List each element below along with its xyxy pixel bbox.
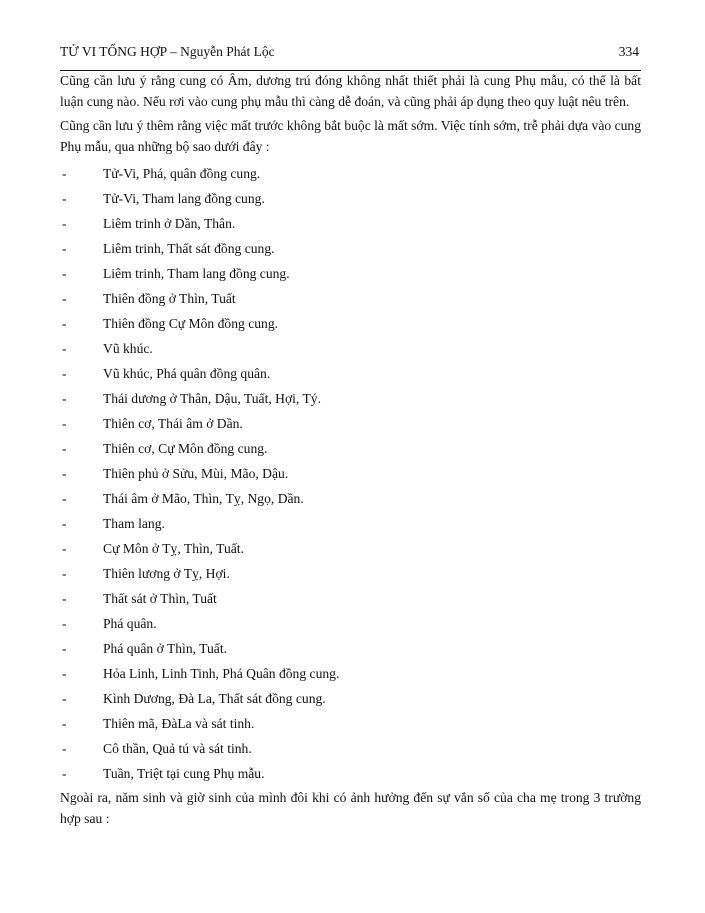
list-item-text: Thái âm ở Mão, Thìn, Tỵ, Ngọ, Dần. <box>103 491 304 506</box>
list-bullet: - <box>62 691 67 706</box>
page-header <box>60 42 641 62</box>
list-item <box>60 536 641 561</box>
list-item-text: Vũ khúc, Phá quân đồng quân. <box>103 366 271 381</box>
list-item-text: Phá quân ở Thìn, Tuất. <box>103 641 228 656</box>
list-item <box>60 361 641 386</box>
list-bullet: - <box>62 216 67 231</box>
list-item <box>60 636 641 661</box>
list-item <box>60 186 641 211</box>
document-page <box>60 0 641 913</box>
page-content <box>60 71 641 833</box>
list-item <box>60 311 641 336</box>
list-item-text: Thiên phủ ở Sửu, Mùi, Mão, Dậu. <box>103 466 289 481</box>
list-bullet: - <box>62 391 67 406</box>
list-bullet: - <box>62 491 67 506</box>
list-item <box>60 611 641 636</box>
list-item <box>60 561 641 586</box>
list-item-text: Liêm trinh, Tham lang đồng cung. <box>103 266 290 281</box>
list-bullet: - <box>62 341 67 356</box>
list-item <box>60 286 641 311</box>
list-bullet: - <box>62 191 67 206</box>
list-item <box>60 236 641 261</box>
list-item <box>60 336 641 361</box>
list-item <box>60 761 641 786</box>
list-item-text: Liêm trinh, Thất sát đồng cung. <box>103 241 275 256</box>
list-bullet: - <box>62 466 67 481</box>
list-bullet: - <box>62 716 67 731</box>
list-item-text: Thái dương ở Thân, Dậu, Tuất, Hợi, Tý. <box>103 391 321 406</box>
list-item <box>60 436 641 461</box>
list-item-text: Thiên cơ, Thái âm ở Dần. <box>103 416 243 431</box>
list-item <box>60 661 641 686</box>
header-title: TỬ VI TỔNG HỢP – Nguyễn Phát Lộc <box>60 44 275 59</box>
list-item <box>60 461 641 486</box>
list-item-text: Cự Môn ở Tỵ, Thìn, Tuất. <box>103 541 244 556</box>
list-bullet: - <box>62 291 67 306</box>
list-bullet: - <box>62 541 67 556</box>
list-item <box>60 411 641 436</box>
list-item <box>60 261 641 286</box>
list-item <box>60 711 641 736</box>
star-combination-list <box>60 161 641 786</box>
list-bullet: - <box>62 416 67 431</box>
list-item-text: Thiên lương ở Tỵ, Hợi. <box>103 566 230 581</box>
list-item-text: Thiên cơ, Cự Môn đồng cung. <box>103 441 268 456</box>
list-bullet: - <box>62 241 67 256</box>
list-bullet: - <box>62 366 67 381</box>
page-number: 334 <box>618 44 639 59</box>
list-item <box>60 686 641 711</box>
list-item <box>60 161 641 186</box>
list-bullet: - <box>62 441 67 456</box>
list-bullet: - <box>62 316 67 331</box>
list-item-text: Thiên mã, ĐàLa và sát tinh. <box>103 716 255 731</box>
list-item <box>60 386 641 411</box>
list-bullet: - <box>62 566 67 581</box>
list-bullet: - <box>62 591 67 606</box>
list-item <box>60 511 641 536</box>
list-item <box>60 736 641 761</box>
list-bullet: - <box>62 516 67 531</box>
list-item-text: Tử-Vi, Tham lang đồng cung. <box>103 191 265 206</box>
list-item-text: Liêm trinh ở Dần, Thân. <box>103 216 236 231</box>
list-bullet: - <box>62 266 67 281</box>
list-item-text: Thất sát ở Thìn, Tuất <box>103 591 217 606</box>
intro-paragraph-1: Cũng cần lưu ý rằng cung có Âm, dương trú đóng không nhất thiết phải là cung Phụ mẫu, có thể là bất luận cung nào. Nếu rơi vào cung phụ mẫu thì càng dễ đoán, và cũng phải áp dụng theo quy luật nêu trên. <box>60 73 641 109</box>
list-item-text: Hỏa Linh, Linh Tinh, Phá Quân đồng cung. <box>103 666 340 681</box>
list-item <box>60 211 641 236</box>
list-bullet: - <box>62 766 67 781</box>
list-bullet: - <box>62 166 67 181</box>
list-item-text: Phá quân. <box>103 616 157 631</box>
list-item-text: Vũ khúc. <box>103 341 153 356</box>
list-item <box>60 486 641 511</box>
list-item-text: Thiên đồng Cự Môn đồng cung. <box>103 316 279 331</box>
list-item <box>60 586 641 611</box>
list-item-text: Tử-Vi, Phá, quân đồng cung. <box>103 166 261 181</box>
list-bullet: - <box>62 616 67 631</box>
list-item-text: Cô thần, Quả tú và sát tinh. <box>103 741 252 756</box>
list-item-text: Kình Dương, Đà La, Thất sát đồng cung. <box>103 691 326 706</box>
list-item-text: Tham lang. <box>103 516 165 531</box>
list-item-text: Tuần, Triệt tại cung Phụ mẫu. <box>103 766 265 781</box>
list-bullet: - <box>62 641 67 656</box>
intro-paragraph-2: Cũng cần lưu ý thêm rằng việc mất trước không bắt buộc là mất sớm. Việc tính sớm, trễ phải dựa vào cung Phụ mẫu, qua những bộ sao dưới đây : <box>60 118 641 154</box>
list-bullet: - <box>62 666 67 681</box>
list-item-text: Thiên đồng ở Thìn, Tuất <box>103 291 236 306</box>
list-bullet: - <box>62 741 67 756</box>
outro-paragraph: Ngoài ra, năm sinh và giờ sinh của mình đôi khi có ảnh hưởng đến sự vắn số của cha mẹ trong 3 trường hợp sau : <box>60 790 641 826</box>
